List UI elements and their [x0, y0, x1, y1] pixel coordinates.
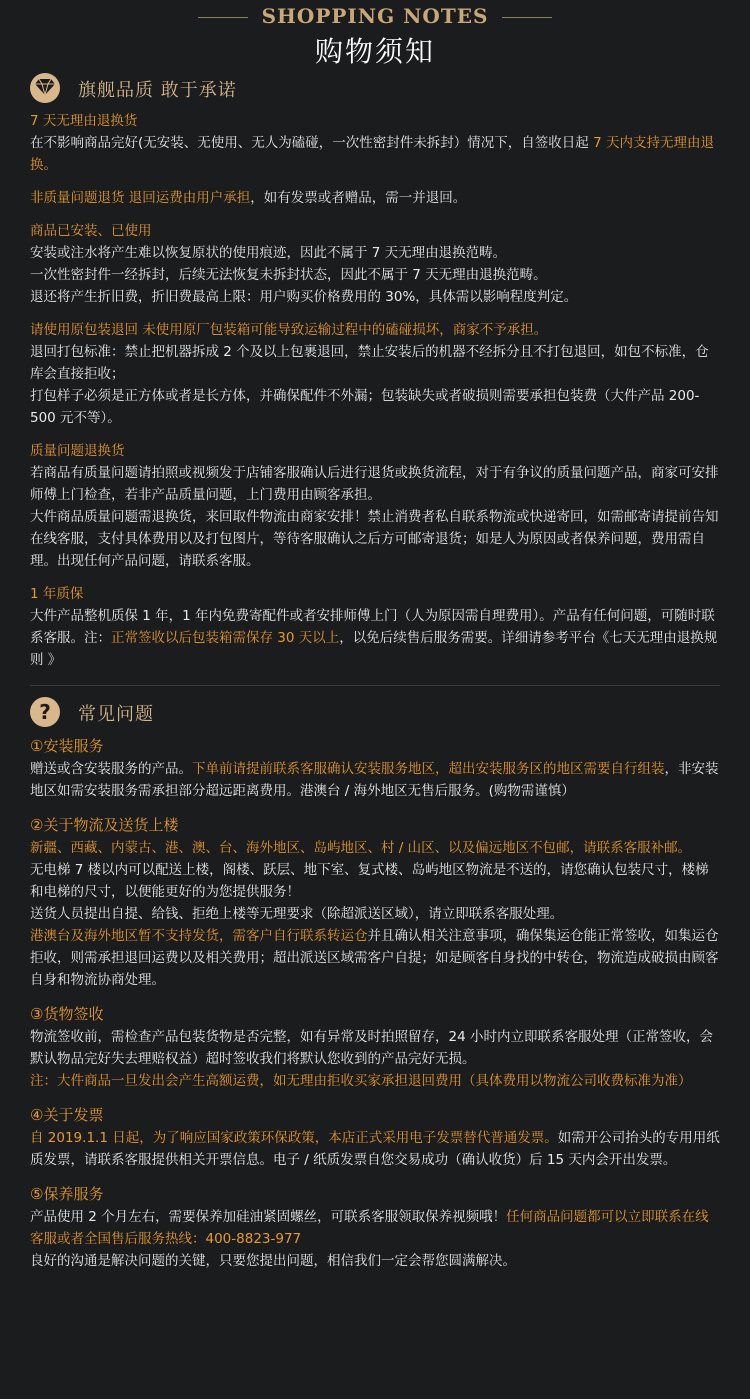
faq-line: 无电梯 7 楼以内可以配送上楼，阁楼、跃层、地下室、复式楼、岛屿地区物流是不送的，请您确认包装尺寸，楼梯和电梯的尺寸，以便能更好的为您提供服务！ [30, 862, 709, 900]
warranty-block [30, 583, 720, 671]
block-line: 安装或注水将产生难以恢复原状的使用痕迹，因此不属于 7 天无理由退换范畴。 [30, 245, 507, 261]
block-line: 大件商品质量问题需退换货，来回取件物流由商家安排！禁止消费者私自联系物流或快递寄回，如需邮寄请提前告知在线客服，支付具体费用以及打包图片，等待客服确认之后方可邮寄退货；如是人为原因或者保养问题，费用需自理。出现任何产品问题，请联系客服。 [30, 509, 719, 569]
text-part: 如需开公司抬头的专用用纸质发票，请联系客服提供相关开票信息。电子 / 纸质发票自您交易成功（确认收货）后 15 天内会开出发票。 [30, 1130, 720, 1168]
faq-line: 良好的沟通是解决问题的关键，只要您提出问题，相信我们一定会帮您圆满解决。 [30, 1253, 516, 1269]
faq-invoice [30, 1103, 720, 1171]
block-heading: 请使用原包装退回 未使用原厂包装箱可能导致运输过程中的磕碰损坏，商家不予承担。 [30, 322, 548, 338]
text-part: 在不影响商品完好(无安装、无使用、无人为磕碰，一次性密封件未拆封）情况下，自签收日起 [30, 135, 594, 151]
faq-heading: ④关于发票 [30, 1106, 104, 1124]
faq-heading: ⑤保养服务 [30, 1185, 104, 1203]
faq-text [30, 1206, 720, 1250]
faq-installation [30, 734, 720, 802]
highlight-text: 新疆、西藏、内蒙古、港、澳、台、海外地区、岛屿地区、村 / 山区、以及偏远地区不包邮，请联系客服补邮。 [30, 840, 692, 856]
text-part: ，以免后续售后服务需要。详细请参考平台《七天无理由退换规则 》 [30, 630, 718, 668]
faq-logistics [30, 813, 720, 991]
faq-text [30, 758, 720, 802]
faq-signing [30, 1002, 720, 1092]
faq-line: 物流签收前，需检查产品包装货物是否完整，如有异常及时拍照留存，24 小时内立即联系客服处理（正常签收，会默认物品完好失去理赔权益）超时签收我们将默认您收到的产品完好无损。 [30, 1029, 713, 1067]
block-heading: 质量问题退换货 [30, 443, 125, 459]
faq-maintenance [30, 1182, 720, 1272]
highlight-text: 自 2019.1.1 日起，为了响应国家政策环保政策，本店正式采用电子发票替代普通发票。 [30, 1130, 558, 1146]
diamond-icon [30, 73, 60, 103]
block-text [30, 605, 720, 671]
text-part: 赠送或含安装服务的产品。 [30, 761, 192, 777]
question-icon: ? [30, 697, 60, 727]
block-line: 退还将产生折旧费，折旧费最高上限：用户购买价格费用的 30%，具体需以影响程度判定。 [30, 289, 578, 305]
block-text [30, 187, 720, 209]
section-faq-title: 常见问题 [78, 704, 154, 725]
block-heading: 商品已安装、已使用 [30, 223, 152, 239]
shipping-fee-block [30, 187, 720, 209]
faq-heading: ②关于物流及送货上楼 [30, 816, 179, 834]
faq-heading: ③货物签收 [30, 1005, 104, 1023]
text-part: 大件产品整机质保 1 年，1 年内免费寄配件或者安排师傅上门（人为原因需自理费用）。产品有任何问题，可随时联系客服。注： [30, 608, 715, 646]
block-line: 退回打包标准：禁止把机器拆成 2 个及以上包裹退回，禁止安装后的机器不经拆分且不打包退回，如包不标准，仓库会直接拒收； [30, 344, 709, 382]
block-heading: 1 年质保 [30, 586, 84, 602]
header [0, 0, 750, 70]
section-quality-title: 旗舰品质 敢于承诺 [78, 80, 237, 101]
section-quality-header [0, 70, 750, 110]
section-divider [30, 685, 720, 686]
title-rule-right [502, 17, 552, 18]
text-part: 产品使用 2 个月左右，需要保养加硅油紧固螺丝，可联系客服领取保养视频哦！ [30, 1209, 507, 1225]
block-line: 若商品有质量问题请拍照或视频发于店铺客服确认后进行退货或换货流程，对于有争议的质量问题产品，商家可安排师傅上门检查，若非产品质量问题，上门费用由顾客承担。 [30, 465, 719, 503]
faq-text [30, 1127, 720, 1171]
title-rule-left [198, 17, 248, 18]
highlight-text: 任何商品问题都可以立即联系在线客服或者全国售后服务热线：400-8823-977 [30, 1209, 709, 1247]
block-line: 一次性密封件一经拆封，后续无法恢复未拆封状态，因此不属于 7 天无理由退换范畴。 [30, 267, 547, 283]
faq-text [30, 925, 720, 991]
highlight-text: 非质量问题退货 退回运费由用户承担 [30, 190, 251, 206]
text-part: 并且确认相关注意事项，确保集运仓能正常签收，如集运仓拒收，则需承担退回运费以及相关费用；超出派送区域需客户自提；如是顾客自身找的中转仓，物流造成破损由顾客自身和物流协商处理。 [30, 928, 719, 988]
highlight-text: 下单前请提前联系客服确认安装服务地区，超出安装服务区的地区需要自行组装 [192, 761, 665, 777]
highlight-text: 正常签收以后包装箱需保存 30 天以上 [111, 630, 340, 646]
block-line: 打包样子必须是正方体或者是长方体，并确保配件不外漏；包装缺失或者破损则需要承担包装费（大件产品 200-500 元不等）。 [30, 388, 700, 426]
highlight-text: 7 天内支持无理由退换。 [30, 135, 714, 173]
section-faq-header [0, 694, 750, 734]
original-package-block [30, 319, 720, 429]
text-part: ，如有发票或者赠品，需一并退回。 [250, 190, 467, 206]
section-faq-content [0, 734, 750, 1272]
english-title-text: SHOPPING NOTES [261, 4, 489, 28]
faq-heading: ①安装服务 [30, 737, 104, 755]
installed-product-block [30, 220, 720, 308]
english-title [0, 4, 750, 28]
page-title: 购物须知 [314, 35, 435, 68]
highlight-text: 注：大件商品一旦发出会产生高额运费，如无理由拒收买家承担退回费用（具体费用以物流公司收费标准为准） [30, 1073, 692, 1089]
block-heading: 7 天无理由退换货 [30, 113, 138, 129]
return-policy-block [30, 110, 720, 176]
highlight-text: 港澳台及海外地区暂不支持发货，需客户自行联系转运仓 [30, 928, 368, 944]
quality-issue-block [30, 440, 720, 572]
block-text [30, 132, 720, 176]
text-part: ，非安装地区如需安装服务需承担部分超远距离费用。港澳台 / 海外地区无售后服务。(购物需谨慎） [30, 761, 719, 799]
section-quality-content [0, 110, 750, 686]
faq-line: 送货人员提出自提、给钱、拒绝上楼等无理要求（除超派送区域），请立即联系客服处理。 [30, 906, 564, 922]
